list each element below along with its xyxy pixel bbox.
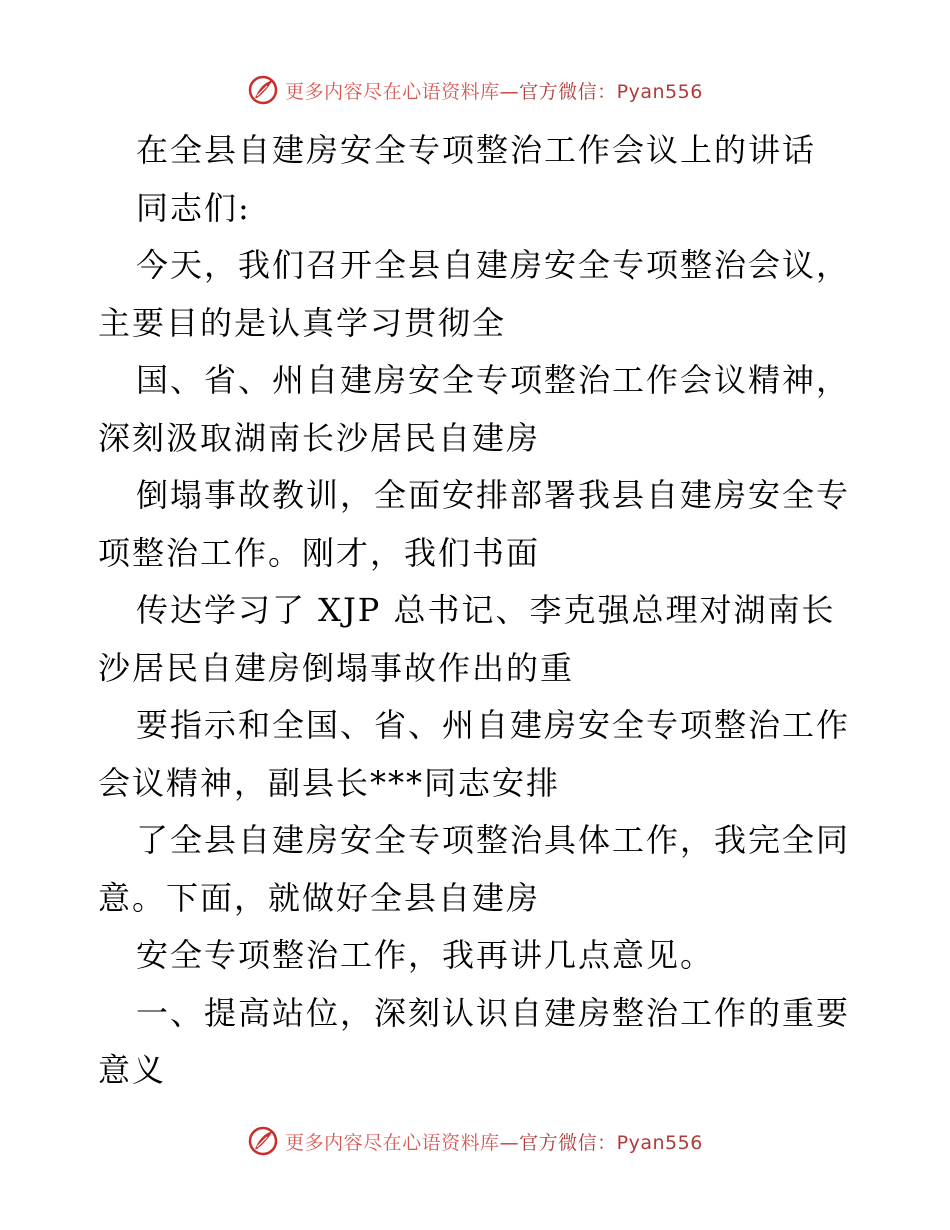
- paragraph-line: 国、省、州自建房安全专项整治工作会议精神，: [136, 361, 851, 399]
- paragraph-line: 安全专项整治工作，我再讲几点意见。: [136, 936, 715, 974]
- footer-watermark-banner: [0, 1121, 950, 1161]
- document-title: 在全县自建房安全专项整治工作会议上的讲话: [136, 131, 817, 169]
- watermark-wechat-text: 官方微信：Pyan556: [519, 1131, 703, 1154]
- watermark-wechat-text: 官方微信：Pyan556: [519, 80, 703, 103]
- section-heading-continuation: 意义: [98, 1051, 167, 1089]
- paragraph-line: 意。下面，就做好全县自建房: [98, 878, 541, 917]
- paragraph-line: 主要目的是认真学习贯彻全: [98, 303, 507, 342]
- paragraph-line: 会议精神，副县长***同志安排: [98, 763, 561, 802]
- document-body: [98, 122, 858, 1100]
- watermark-site-text: 更多内容尽在心语资料库: [285, 1131, 500, 1154]
- salutation: 同志们:: [136, 188, 251, 227]
- red-feather-logo-icon: [247, 1125, 279, 1157]
- watermark-site-text: 更多内容尽在心语资料库: [285, 80, 500, 103]
- red-feather-logo-icon: [247, 74, 279, 106]
- watermark-dash: —: [499, 80, 520, 103]
- paragraph-line: 深刻汲取湖南长沙居民自建房: [98, 418, 541, 457]
- paragraph-line: 沙居民自建房倒塌事故作出的重: [98, 648, 575, 687]
- paragraph-line: 倒塌事故教训，全面安排部署我县自建房安全专: [136, 476, 851, 514]
- paragraph-line: 了全县自建房安全专项整治具体工作，我完全同: [136, 821, 851, 859]
- watermark-text: [285, 77, 703, 104]
- paragraph-line: 项整治工作。刚才，我们书面: [98, 533, 541, 572]
- paragraph-line: 今天，我们召开全县自建房安全专项整治会议，: [136, 246, 851, 284]
- watermark-dash: —: [499, 1131, 520, 1154]
- watermark-text: [285, 1128, 703, 1155]
- header-watermark-banner: [0, 70, 950, 110]
- section-heading: 一、提高站位，深刻认识自建房整治工作的重要: [136, 993, 851, 1032]
- paragraph-line: 传达学习了 XJP 总书记、李克强总理对湖南长: [136, 591, 836, 629]
- paragraph-line: 要指示和全国、省、州自建房安全专项整治工作: [136, 706, 851, 744]
